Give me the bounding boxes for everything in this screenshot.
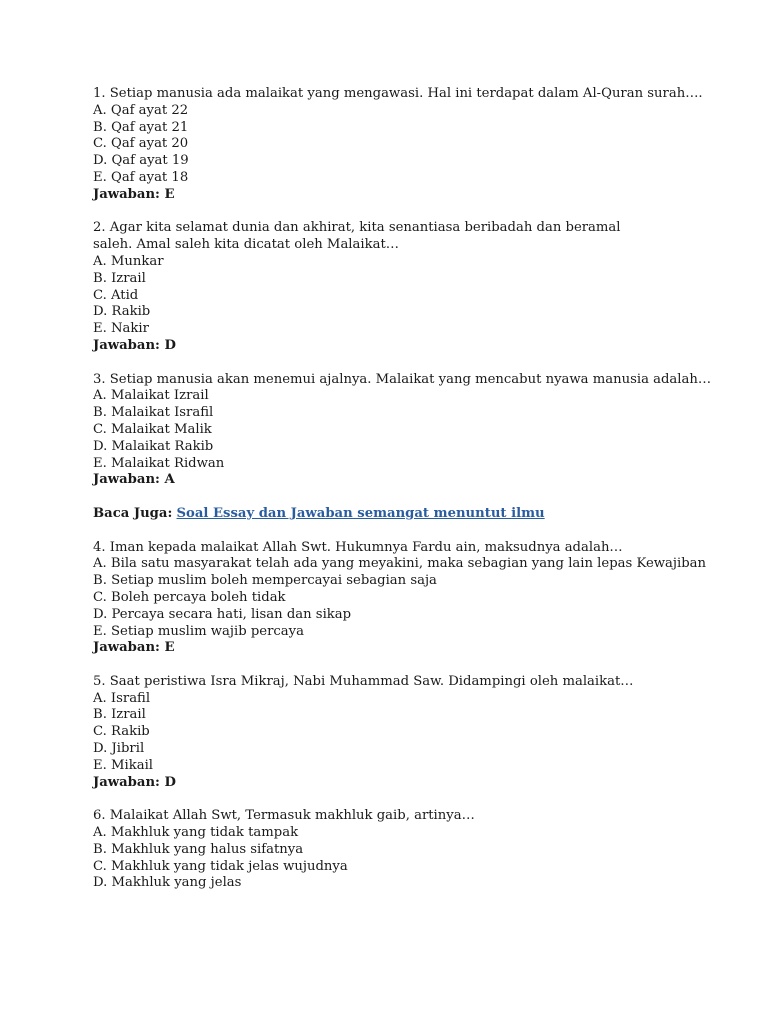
option-d: D. Qaf ayat 19 <box>93 153 189 169</box>
read-also <box>93 506 733 523</box>
question-2 <box>93 220 733 354</box>
question-6 <box>93 808 733 892</box>
option-e: E. Nakir <box>93 321 149 337</box>
answer-key: Jawaban: E <box>93 640 175 656</box>
option-e: E. Malaikat Ridwan <box>93 455 225 471</box>
question-text: 6. Malaikat Allah Swt, Termasuk makhluk gaib, artinya… <box>93 808 475 824</box>
option-b: B. Malaikat Israfil <box>93 405 214 421</box>
option-b: B. Makhluk yang halus sifatnya <box>93 841 304 857</box>
answer-key: Jawaban: A <box>93 472 175 488</box>
option-b: B. Qaf ayat 21 <box>93 119 189 135</box>
option-b: B. Setiap muslim boleh mempercayai sebagian saja <box>93 573 437 589</box>
option-b: B. Izrail <box>93 707 146 723</box>
option-e: E. Setiap muslim wajib percaya <box>93 623 304 639</box>
question-text: 1. Setiap manusia ada malaikat yang mengawasi. Hal ini terdapat dalam Al-Quran surah…. <box>93 86 703 101</box>
option-a: A. Israfil <box>93 690 151 706</box>
answer-key: Jawaban: D <box>93 774 176 790</box>
option-c: C. Qaf ayat 20 <box>93 136 189 152</box>
option-a: A. Makhluk yang tidak tampak <box>93 825 299 841</box>
option-e: E. Qaf ayat 18 <box>93 169 189 185</box>
question-3 <box>93 372 733 490</box>
question-1 <box>93 86 733 204</box>
option-b: B. Izrail <box>93 270 146 286</box>
answer-key: Jawaban: E <box>93 186 175 202</box>
option-a: A. Munkar <box>93 253 164 269</box>
option-c: C. Rakib <box>93 724 150 740</box>
option-c: C. Malaikat Malik <box>93 421 212 437</box>
document-page <box>93 86 733 909</box>
read-also-link[interactable]: Soal Essay dan Jawaban semangat menuntut ilmu <box>176 505 545 521</box>
option-d: D. Malaikat Rakib <box>93 438 214 454</box>
option-a: A. Qaf ayat 22 <box>93 102 189 118</box>
question-5 <box>93 674 733 792</box>
option-e: E. Mikail <box>93 757 154 773</box>
option-d: D. Jibril <box>93 741 145 757</box>
read-also-label: Baca Juga: <box>93 505 173 521</box>
question-text: 2. Agar kita selamat dunia dan akhirat, kita senantiasa beribadah dan beramal saleh. Amal saleh kita dicatat oleh Malaikat… <box>93 220 621 253</box>
option-c: C. Boleh percaya boleh tidak <box>93 589 286 605</box>
question-text: 3. Setiap manusia akan menemui ajalnya. Malaikat yang mencabut nyawa manusia adalah… <box>93 371 712 387</box>
option-c: C. Makhluk yang tidak jelas wujudnya <box>93 858 348 874</box>
option-c: C. Atid <box>93 287 139 303</box>
option-d: D. Percaya secara hati, lisan dan sikap <box>93 606 352 622</box>
answer-key: Jawaban: D <box>93 337 176 353</box>
option-a: A. Bila satu masyarakat telah ada yang meyakini, maka sebagian yang lain lepas Kewajiban <box>93 556 707 572</box>
question-text: 5. Saat peristiwa Isra Mikraj, Nabi Muhammad Saw. Didampingi oleh malaikat… <box>93 673 634 689</box>
question-text: 4. Iman kepada malaikat Allah Swt. Hukumnya Fardu ain, maksudnya adalah… <box>93 539 623 555</box>
option-d: D. Makhluk yang jelas <box>93 875 242 891</box>
question-4 <box>93 540 733 658</box>
option-a: A. Malaikat Izrail <box>93 388 209 404</box>
option-d: D. Rakib <box>93 304 151 320</box>
